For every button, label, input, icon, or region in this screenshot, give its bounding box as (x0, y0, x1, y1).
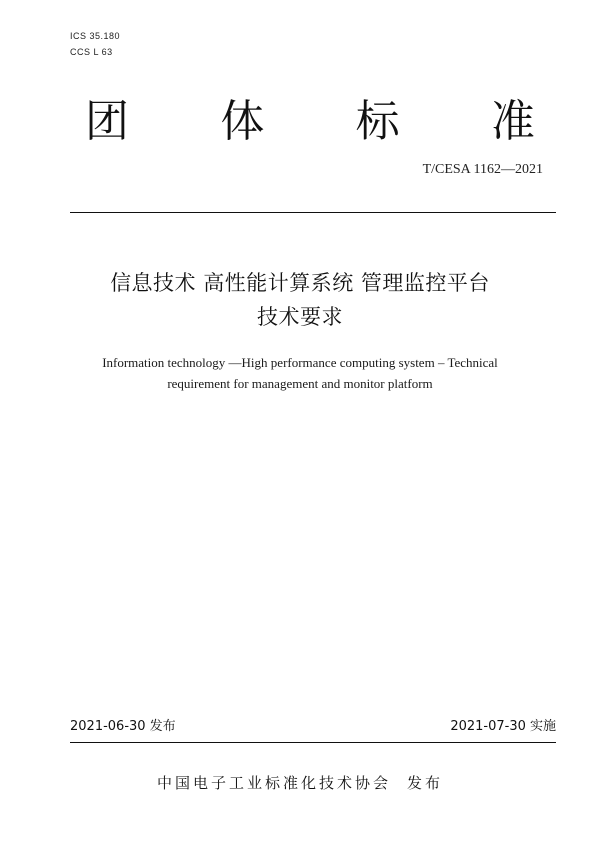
standard-number: T/CESA 1162—2021 (422, 162, 543, 177)
chinese-title-line-2: 技术要求 (257, 305, 343, 329)
classification-codes (70, 28, 120, 60)
issuer-name: 中国电子工业标准化技术协会 (156, 774, 391, 792)
publish-date: 2021-06-30 发布 (70, 719, 176, 734)
issuer-line (0, 772, 600, 794)
standard-type-char: 标 (355, 96, 400, 147)
bottom-divider (70, 742, 556, 743)
english-title (0, 352, 600, 394)
standard-type-char: 体 (220, 96, 265, 147)
chinese-title-line-1: 信息技术 高性能计算系统 管理监控平台 (110, 271, 490, 295)
standard-type-char: 准 (490, 96, 535, 147)
english-title-line-1: Information technology —High performance computing system – Technical (102, 355, 498, 370)
standard-type-title (85, 92, 535, 152)
chinese-title (0, 266, 600, 334)
issuer-action: 发布 (407, 774, 444, 792)
implement-date: 2021-07-30 实施 (450, 719, 556, 734)
top-divider (70, 212, 556, 213)
ics-code: ICS 35.180 (70, 31, 121, 41)
standard-type-char: 团 (85, 96, 129, 147)
ccs-code: CCS L 63 (70, 47, 113, 57)
english-title-line-2: requirement for management and monitor platform (167, 376, 433, 391)
